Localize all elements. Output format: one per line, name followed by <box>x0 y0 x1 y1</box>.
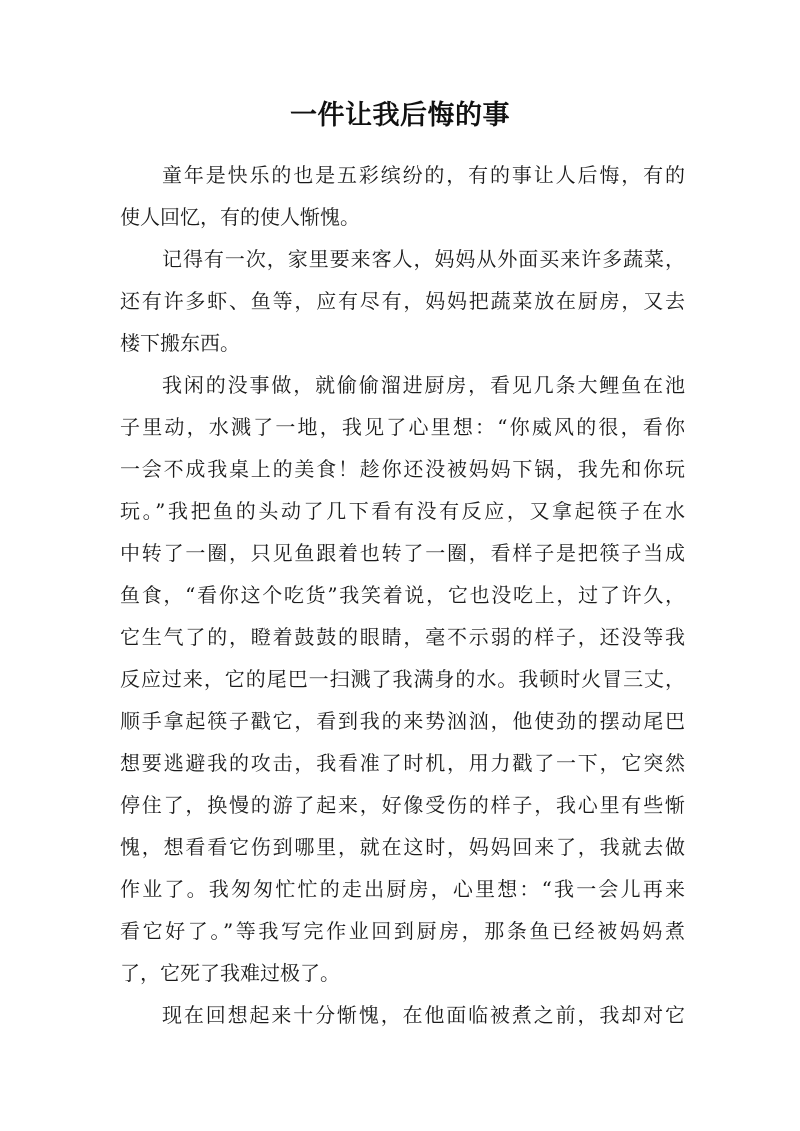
paragraph-3-line-6: 鱼食，“看你这个吃货”我笑着说，它也没吃上，过了许久， <box>120 583 685 607</box>
document-body <box>120 154 685 1036</box>
paragraph-3-line-4: 玩。”我把鱼的头动了几下看有没有反应，又拿起筷子在水 <box>120 499 685 523</box>
paragraph-3-line-14: 看它好了。”等我写完作业回到厨房，那条鱼已经被妈妈煮 <box>120 919 685 943</box>
paragraph-3-line-5: 中转了一圈，只见鱼跟着也转了一圈，看样子是把筷子当成 <box>120 541 685 565</box>
paragraph-3-line-12: 愧，想看看它伤到哪里，就在这时，妈妈回来了，我就去做 <box>120 835 685 859</box>
paragraph-3-line-1: 我闲的没事做，就偷偷溜进厨房，看见几条大鲤鱼在池 <box>162 373 685 397</box>
paragraph-3-line-7: 它生气了的，瞪着鼓鼓的眼睛，毫不示弱的样子，还没等我 <box>120 625 685 649</box>
paragraph-1-line-2: 使人回忆，有的使人惭愧。 <box>120 205 360 229</box>
document-title: 一件让我后悔的事 <box>290 100 510 131</box>
paragraph-2-line-1: 记得有一次，家里要来客人，妈妈从外面买来许多蔬菜， <box>162 247 685 271</box>
paragraph-3-line-2: 子里动，水溅了一地，我见了心里想：“你威风的很，看你 <box>120 415 685 439</box>
paragraph-2-line-3: 楼下搬东西。 <box>120 331 240 355</box>
paragraph-3-line-10: 想要逃避我的攻击，我看准了时机，用力戳了一下，它突然 <box>120 751 685 775</box>
paragraph-4-line-1: 现在回想起来十分惭愧，在他面临被煮之前，我却对它 <box>162 1003 685 1027</box>
paragraph-2-line-2: 还有许多虾、鱼等，应有尽有，妈妈把蔬菜放在厨房，又去 <box>120 289 685 313</box>
paragraph-3-line-15: 了，它死了我难过极了。 <box>120 961 340 985</box>
paragraph-3-line-8: 反应过来，它的尾巴一扫溅了我满身的水。我顿时火冒三丈， <box>120 667 685 691</box>
paragraph-3-line-3: 一会不成我桌上的美食！趁你还没被妈妈下锅，我先和你玩 <box>120 457 685 481</box>
paragraph-3-line-13: 作业了。我匆匆忙忙的走出厨房，心里想：“我一会儿再来 <box>120 877 685 901</box>
paragraph-3-line-11: 停住了，换慢的游了起来，好像受伤的样子，我心里有些惭 <box>120 793 685 817</box>
paragraph-1-line-1: 童年是快乐的也是五彩缤纷的，有的事让人后悔，有的 <box>162 163 685 187</box>
paragraph-3-line-9: 顺手拿起筷子戳它，看到我的来势汹汹，他使劲的摆动尾巴 <box>120 709 685 733</box>
